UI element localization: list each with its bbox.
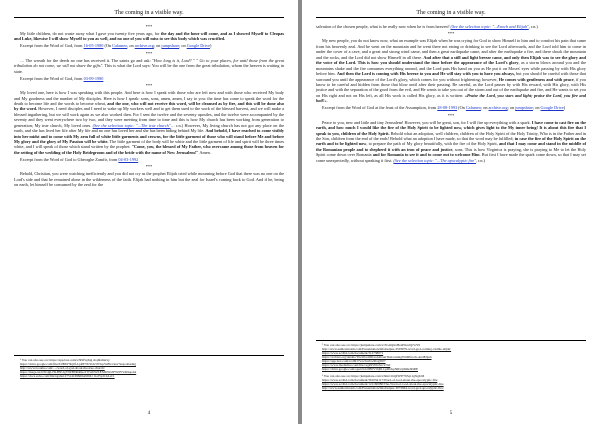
right-page (302, 0, 600, 424)
text: Excerpt from the Word of God at the feast of the Assumption, from (322, 105, 438, 111)
excerpt-source (14, 43, 284, 48)
bold-text: He comes with gentleness and with peace (498, 76, 574, 82)
text: , r.n.) (476, 157, 485, 163)
paragraph: Behold, Christian, you were watching inefficiently and you did not cry as the prophet Elijah cried while mourning before God that there was no one on the Lord's side and that he remained alone in the wilderness of the faith. Elijah had nothing in him but the zeal for Israel's coming back to God. And if he, being on earth, let himself be consumed by the zeal for the (14, 171, 284, 188)
bold-text: And after that a still and light breeze came, and only then Elijah was to see the glory and the voice of the Lord. This is how you should understand the time before the appearance of the Lord's glory (316, 54, 586, 66)
text: … The wreath for the deeds no one has received it. The saints go and ask: (20, 57, 153, 63)
google-drive-link[interactable]: Google Drive (186, 43, 210, 49)
footnote-link[interactable]: https://www.scribd.com/document/312738071 (322, 351, 384, 356)
text: Excerpt from the Word of God, from (20, 75, 84, 81)
text: , r.n.) (528, 24, 538, 29)
footnote: ¹ You can also see on: https://app.box.com/s/3l9f5q3ng sbqhfa6zzvy (20, 358, 110, 362)
bold-text: And behold, I have reached to come visibly into her midst and to come with My arm full of white little garments and crowns, for the little garment of those who will stand before Me and before My glory and the glory of My Passion will be white. (14, 128, 284, 144)
archive-link[interactable]: archive.org (134, 43, 154, 49)
text: (On (457, 105, 466, 111)
text: ) (209, 43, 212, 49)
footnote-link[interactable]: http://www.bookiss.com/..../word-of-god-about-the-true-church/ (20, 366, 105, 371)
paragraph (14, 58, 284, 74)
date-link[interactable]: 28-08-1993 (437, 105, 458, 111)
footnote-link[interactable]: http://www.authorstream.com/Presentation/InfoIasipus-3072664-word-god-apocalyptic-fire/ (322, 386, 444, 391)
separator-stars: *** (447, 31, 455, 37)
text: Amen. (198, 149, 211, 155)
text: ; on (153, 43, 162, 49)
date-link[interactable]: 03-09-1980 (83, 75, 104, 81)
text: , as a storm blows around you and the mountains shake and the fire consumes everything around, and the Lord puts His hand on you as He put it on Moses' eyes while passing by with His glory before him. (316, 60, 586, 77)
text: … r.n.) However, My living church has not got any place on the earth, and she has lived her life after My life and no one has loved her and she has been hiding behind My life. (14, 122, 284, 134)
text: salvation of the chosen people, what is he really now when he is from heaven? (316, 24, 451, 29)
bold-text: and the one, who will not receive this word, will be cleansed as by fire, and this will be done also by the word. (14, 100, 284, 112)
jumpshare-link[interactable]: jumpshare (515, 105, 533, 111)
footnote-link[interactable]: https://mega.nz/#!W4gLHLBN!dgY8ZB9RtRlsoTW4ZN2ZEX6bWs5FW9YVm9qo4A (20, 370, 137, 375)
separator-stars: *** (447, 112, 455, 118)
jumpshare-link[interactable]: jumpshare (161, 43, 180, 49)
bold-text: the day and the hour will come, and as I showed Myself to Cleopas and Luke, likewise I will show Myself to you as well, and no one of you will miss to see this body which was crucified. (14, 31, 284, 42)
footnote: ³ You can also see on: https://jumpshare.com/v/Rntv1bQfSH7795q11gXgIcM (322, 374, 425, 379)
text: My loved one, here is how I was speaking with this people. And here is how I speak with those who are left now and with those who received My body and My goodness and the number of My disciples. Here is how I speak: sons, sons, amen, amen, I say to you: the time has come to speak the word for the death to become life and the words to become wheat, (14, 90, 284, 106)
selection-topic-link[interactable]: (See the selection topic: "...The true church" (92, 122, 171, 128)
footnote-link[interactable]: https://www.scribd.com/document/361034117/Word-of-God-about-the-apocalyptic-fire (322, 378, 438, 383)
date-link[interactable]: 04-03-1992 (118, 156, 139, 162)
page-header: The coming in a visible way. (316, 10, 586, 18)
separator-stars: *** (145, 164, 153, 170)
text: , sons. This is how Virginica is praying, she is praying to Me to let the Holy Spirit come down over Romania (316, 146, 586, 158)
text: (On (103, 43, 113, 49)
separator-stars: *** (145, 24, 153, 29)
text: . (326, 98, 328, 104)
separator-stars: *** (145, 83, 153, 89)
paragraph (316, 38, 586, 103)
footnotes (14, 355, 284, 378)
text: This is what the Lord says: You will be the one from the great tribulation, whom the heaven is waiting in state. (14, 63, 285, 74)
excerpt-source (316, 105, 586, 110)
footnote-link[interactable]: https://www.scribd.com/document/121160080/The-Word-of-God-about-the-apocalyptic-fire (322, 382, 444, 387)
footnotes (316, 340, 586, 390)
text: , on (127, 43, 135, 49)
selection-topic-link[interactable]: (See the selection topic: "...Enoch and Elijah" (450, 24, 529, 29)
text: However, I need disciples and I need to wake up My workers well and to get them used to the work of the blessed harvest, and we will make a blessed ingathering, but we will work again as we also worked then. For I sent the twelve and the seventy apostles, and the twelve were accompanied by the seventy and they went everywhere two by two, and they were meeting from time to time and this is how My church has been working from generation to generation; My true church, My loved ones. (14, 106, 284, 128)
bold-text: and for Romania to see it and to come out to welcome Him (372, 152, 480, 158)
selection-topic-link[interactable]: (See the selection topic: "...The apocalyptic fire" (393, 157, 476, 163)
paragraph (14, 31, 284, 42)
paragraph (14, 90, 284, 155)
page-number: 4 (147, 411, 151, 416)
google-drive-link[interactable]: Google Drive (540, 105, 564, 111)
text: ; on (179, 43, 187, 49)
left-page (0, 0, 298, 424)
paragraph (316, 120, 586, 164)
excerpt-source (14, 157, 284, 162)
footnote-link[interactable]: https://drive.google.com/file/d/0B6V5bj0f-LpRYTUSbG5WGpVeFk/view?usp=sharing (20, 362, 136, 367)
page-header: The coming in a visible way. (14, 10, 284, 18)
bold-italic-text: «Praise the Lord, you stars and light; praise the Lord, you fire and hail!» (316, 92, 586, 104)
bold-text: And then the Lord is coming with His breeze to you and He will stay with you to have you always, (336, 71, 516, 77)
paragraph (316, 24, 586, 29)
bold-text: and that I may come and stand in the middle of the Romanian people and to shepherd it with an iron of peace and justice (316, 141, 586, 152)
text: , if you know to be careful and hidden from those that blow until after their passing. Be careful, as the Lord passes by with His reward, with His glory, with His justice and with the separation of the good from the evil, and He wants to take you out of the storm and out of the earthquake and fire, and He wants to set you on His right and not on His left, as all His work is called His glory, as it is written: (316, 76, 586, 98)
footnote-link[interactable]: https://www.mediafire.com/file/vsgk9565tdvrcz7b0 (322, 363, 391, 368)
text: My little children, do not waste away what I gave you twenty five years ago, for (20, 31, 161, 36)
text: ; on (480, 105, 489, 111)
bold-text: in case the fire of the Holy Spirit on the earth and to be lighted now (316, 135, 586, 147)
bold-text: "Come, you, the blessed of My Father, who overcame among those from heaven for the setting of the wedding of the Holy Bridegroom and of the bride with the name of New Jerusalem!" (14, 144, 284, 155)
text: but you should be careful with those that surround you until the appearance of the Lord's glory, which comes for you without frightening; however, (316, 71, 586, 82)
text: ; on (532, 105, 541, 111)
text: My new people, you do not know now, what an example was Elijah when he was crying for God to show Himself to him and to comfort his pain that came from his heavenly zeal. And he went on the mountain and he went there not eating or drinking to see the Lord afterwards, and the Lord told him to come in under the cover of a cave, and a great and strong wind came, and then a great earthquake came, and after the earthquake a fire, and there shook the mountain and the rocks, and the Lord did not show Himself in all these. (316, 38, 586, 60)
date-link[interactable]: 16-05-1980 (83, 43, 104, 49)
text: The little garment of the body will be white and the little garment of life and spirit will be three times white, and I will speak of those which stand written by the prophet: (14, 139, 284, 150)
separator-stars: *** (145, 50, 153, 56)
text: , to prepare the path of My glory beautifully, with the fire of the Holy Spirit, (366, 141, 499, 147)
bold-text: I have come to cast fire on the earth, and how much I would like the fire of the Holy Spirit to be lighted now, which gives light to the My inner being! It is about this fire that I speak to you, children of the Holy Spirit. (316, 119, 586, 136)
text: Behold what an adoption, well children, children of the Holy Spirit of the Holy Trinity, Who is in the Father and in the Son, children from the end of the ends! Behold what an adoption I have made, so that the word may be fulfilled; (316, 130, 586, 141)
archive-link[interactable]: archive.org (488, 105, 508, 111)
footnote: ² You can also see on: https://jumpshare.com/v/ZGiiQtavHeaH1n2Q7wY9 (322, 343, 421, 347)
text: ; on (507, 105, 516, 111)
footnote-link[interactable]: https://app.box.com/s/o9917wrc5uvbwf0xg5f07 (322, 359, 386, 364)
text: Excerpt from the Word of God, from (20, 43, 84, 49)
footnote-link[interactable]: https://drive.google.com/open?id=0B6V5bj0f-LpRbGpNRUpSRkJRd0E (322, 367, 418, 372)
italic-text: "How long is it, Lord? " " Go to your places, for until those from the great tribulation do not come, we will not share the gifts". (14, 57, 285, 69)
text: Peace to you, new and little and tiny Jerusalem! However, you will be great, son, for I will fire up everything with a spark. (322, 119, 532, 125)
page-number: 5 (449, 411, 453, 416)
footnote-link[interactable]: https://docs.zoho.com/file/ngsbu1275141698dtha9fb61 l1aJ5yd1lsL2c1 (20, 374, 115, 379)
text: . But first I have made the spark come down, so that I may set come unexpectedly, without speaking it first. (316, 152, 586, 163)
footnote-link[interactable]: http://www.authorstream.com/Presentation/InfoIasipus-3503079-word-god-coming-visible-elijah/ (322, 347, 452, 352)
calameo-link[interactable]: Calameo (465, 105, 481, 111)
text: Excerpt from the Word of God to Gheorghe Zamfir, from (20, 156, 119, 162)
text: ) (563, 105, 566, 111)
excerpt-source (14, 76, 284, 81)
footnote-link[interactable]: https://archive.org/details/TheWordOfGodAboutTheComingWithEnoch-AndElijah (322, 355, 432, 360)
calameo-link[interactable]: Calameo (112, 43, 128, 49)
